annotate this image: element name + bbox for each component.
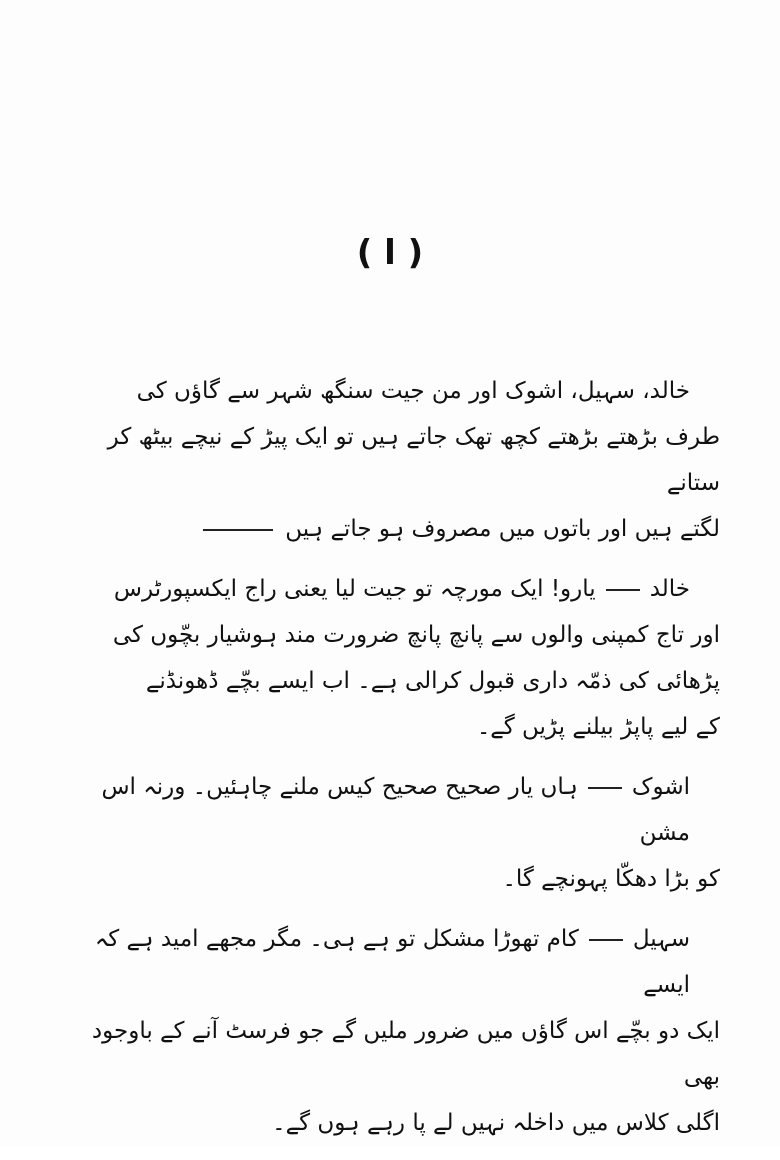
dialogue-paragraph [60,566,720,750]
text-line: کے لیے پاپڑ بیلنے پڑیں گے۔ [476,714,720,740]
dash-rule [203,529,273,531]
text-line-with-rule [60,506,720,552]
document-body [60,368,720,1146]
speaker-line [60,916,720,1008]
speaker-line [60,566,720,612]
text-line: خالد، سہیل، اشوک اور من جیت سنگھ شہر سے گاؤں کی [136,378,690,404]
text-line: اور تاج کمپنی والوں سے پانچ پانچ ضرورت مند ہوشیار بچّوں کی [112,622,720,648]
text-line: لگتے ہیں اور باتوں میں مصروف ہو جاتے ہیں [285,516,720,542]
text-line: پڑھائی کی ذمّہ داری قبول کرالی ہے۔ اب ایسے بچّے ڈھونڈنے [145,668,720,694]
speaker-name: خالد [649,576,690,602]
dash-rule [589,939,623,941]
dialogue-paragraph [60,916,720,1146]
text-line: ایک دو بچّے اس گاؤں میں ضرور ملیں گے جو فرسٹ آنے کے باوجود بھی [91,1018,720,1090]
text-line: کو بڑا دھکّا پہونچے گا۔ [502,866,720,892]
speaker-name: اشوک [631,774,690,800]
text-line: اگلی کلاس میں داخلہ نہیں لے پا رہے ہوں گے۔ [272,1110,720,1136]
dash-rule [588,787,622,789]
text-line: طرف بڑھتے بڑھتے کچھ تھک جاتے ہیں تو ایک پیڑ کے نیچے بیٹھ کر ستانے [107,424,720,496]
dialogue-paragraph [60,764,720,902]
dash-rule [606,589,640,591]
text-line: کام تھوڑا مشکل تو ہے ہی۔ مگر مجھے امید ہے کہ ایسے [94,926,690,998]
speaker-line [60,764,720,856]
text-line: یارو! ایک مورچہ تو جیت لیا یعنی راج ایکسپورٹرس [113,576,596,602]
chapter-number: ( ا ) [356,233,424,273]
text-line: ہاں یار صحیح صحیح کیس ملنے چاہئیں۔ ورنہ اس مشن [101,774,690,846]
speaker-name: سہیل [632,926,690,952]
narration-paragraph [60,368,720,552]
